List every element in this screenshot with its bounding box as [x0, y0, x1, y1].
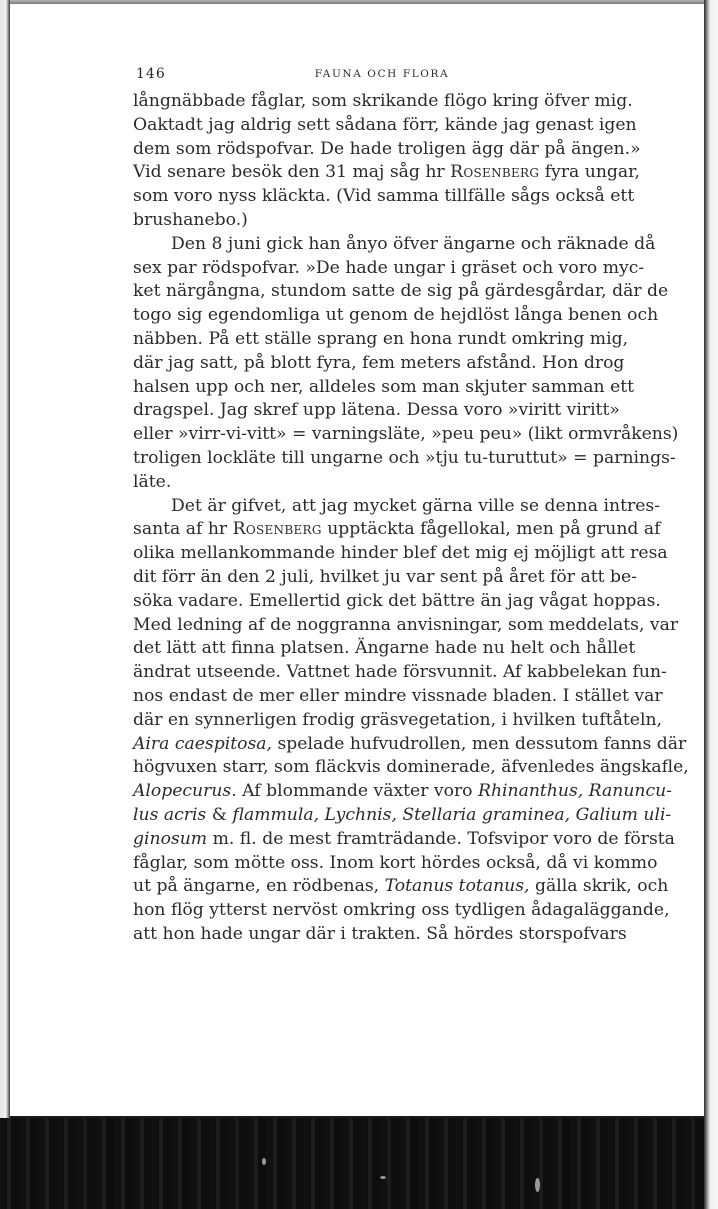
text-line: nos endast de mer eller mindre vissnade bladen. I stället var — [133, 685, 663, 706]
scan-left-edge — [0, 0, 10, 1209]
text-line: läte. — [133, 471, 172, 492]
text-line: Det är gifvet, att jag mycket gärna ville se denna intres- — [171, 495, 661, 516]
text-line: lus acris & flammula, Lychnis, Stellaria graminea, Galium uli- — [133, 804, 672, 825]
text-line: det lätt att finna platsen. Ängarne hade nu helt och hållet — [133, 638, 636, 659]
text-line: olika mellankommande hinder blef det mig ej möjligt att resa — [133, 543, 668, 564]
page-number: 146 — [136, 66, 166, 82]
scan-speck — [380, 1176, 386, 1179]
text-line: ginosum m. fl. de mest framträdande. Tofsvipor voro de första — [133, 828, 675, 849]
text-line: söka vadare. Emellertid gick det bättre än jag vågat hoppas. — [133, 590, 661, 611]
text-line: näbben. På ett ställe sprang en hona rundt omkring mig, — [133, 328, 629, 349]
text-line: hon flög ytterst nervöst omkring oss tydligen ådagaläggande, — [133, 900, 670, 921]
text-line: högvuxen starr, som fläckvis dominerade, äfvenledes ängskafle, — [133, 757, 689, 778]
text-line: sex par rödspofvar. »De hade ungar i gräset och voro myc- — [133, 257, 645, 278]
text-line: dragspel. Jag skref upp lätena. Dessa voro »viritt viritt» — [133, 400, 620, 421]
text-line: Aira caespitosa, spelade hufvudrollen, men dessutom fanns där — [133, 733, 687, 754]
text-line: ut på ängarne, en rödbenas, Totanus totanus, gälla skrik, och — [133, 876, 669, 897]
text-line: där en synnerligen frodig gräsvegetation, i hvilken tuftåteln, — [133, 709, 662, 730]
text-line: brushanebo.) — [133, 209, 248, 230]
text-line: långnäbbade fåglar, som skrikande flögo kring öfver mig. — [133, 91, 633, 111]
text-line: fåglar, som mötte oss. Inom kort hördes också, då vi kommo — [133, 852, 658, 873]
text-line: eller »virr-vi-vitt» = varningsläte, »peu peu» (likt ormvråkens) — [133, 424, 679, 445]
text-line: Den 8 juni gick han ånyo öfver ängarne och räknade då — [171, 233, 656, 254]
text-line: halsen upp och ner, alldeles som man skjuter samman ett — [133, 376, 635, 397]
text-line: dem som rödspofvar. De hade troligen ägg där på ängen.» — [133, 138, 641, 159]
text-line: togo sig egendomliga ut genom de hejdlöst långa benen och — [133, 305, 659, 326]
scan-speck — [535, 1178, 540, 1192]
text-line: att hon hade ungar där i trakten. Så hördes storspofvars — [133, 923, 627, 944]
text-line: ändrat utseende. Vattnet hade försvunnit. Af kabbelekan fun- — [133, 662, 667, 683]
text-line: Oaktadt jag aldrig sett sådana förr, kände jag genast igen — [133, 114, 637, 135]
text-line: santa af hr Rosenberg upptäckta fågellokal, men på grund af — [133, 519, 661, 540]
text-line: dit förr än den 2 juli, hvilket ju var sent på året för att be- — [133, 566, 637, 587]
body-text — [133, 90, 689, 947]
text-line: ket närgångna, stundom satte de sig på gärdesgårdar, där de — [133, 281, 669, 302]
page-header — [136, 66, 628, 86]
running-head: FAUNA OCH FLORA — [314, 68, 450, 80]
text-line: Vid senare besök den 31 maj såg hr Rosenberg fyra ungar, — [133, 162, 640, 183]
scan-speck — [262, 1158, 266, 1165]
text-line: som voro nyss kläckta. (Vid samma tillfälle sågs också ett — [133, 186, 635, 207]
text-line: troligen lockläte till ungarne och »tju tu-turuttut» = parnings- — [133, 447, 676, 468]
text-line: Med ledning af de noggranna anvisningar, som meddelats, var — [133, 614, 679, 635]
scan-bottom-strip — [0, 1118, 718, 1209]
text-line: där jag satt, på blott fyra, fem meters afstånd. Hon drog — [133, 352, 625, 373]
scan-right-edge — [704, 0, 718, 1209]
text-line: Alopecurus. Af blommande växter voro Rhinanthus, Ranuncu- — [133, 781, 672, 802]
